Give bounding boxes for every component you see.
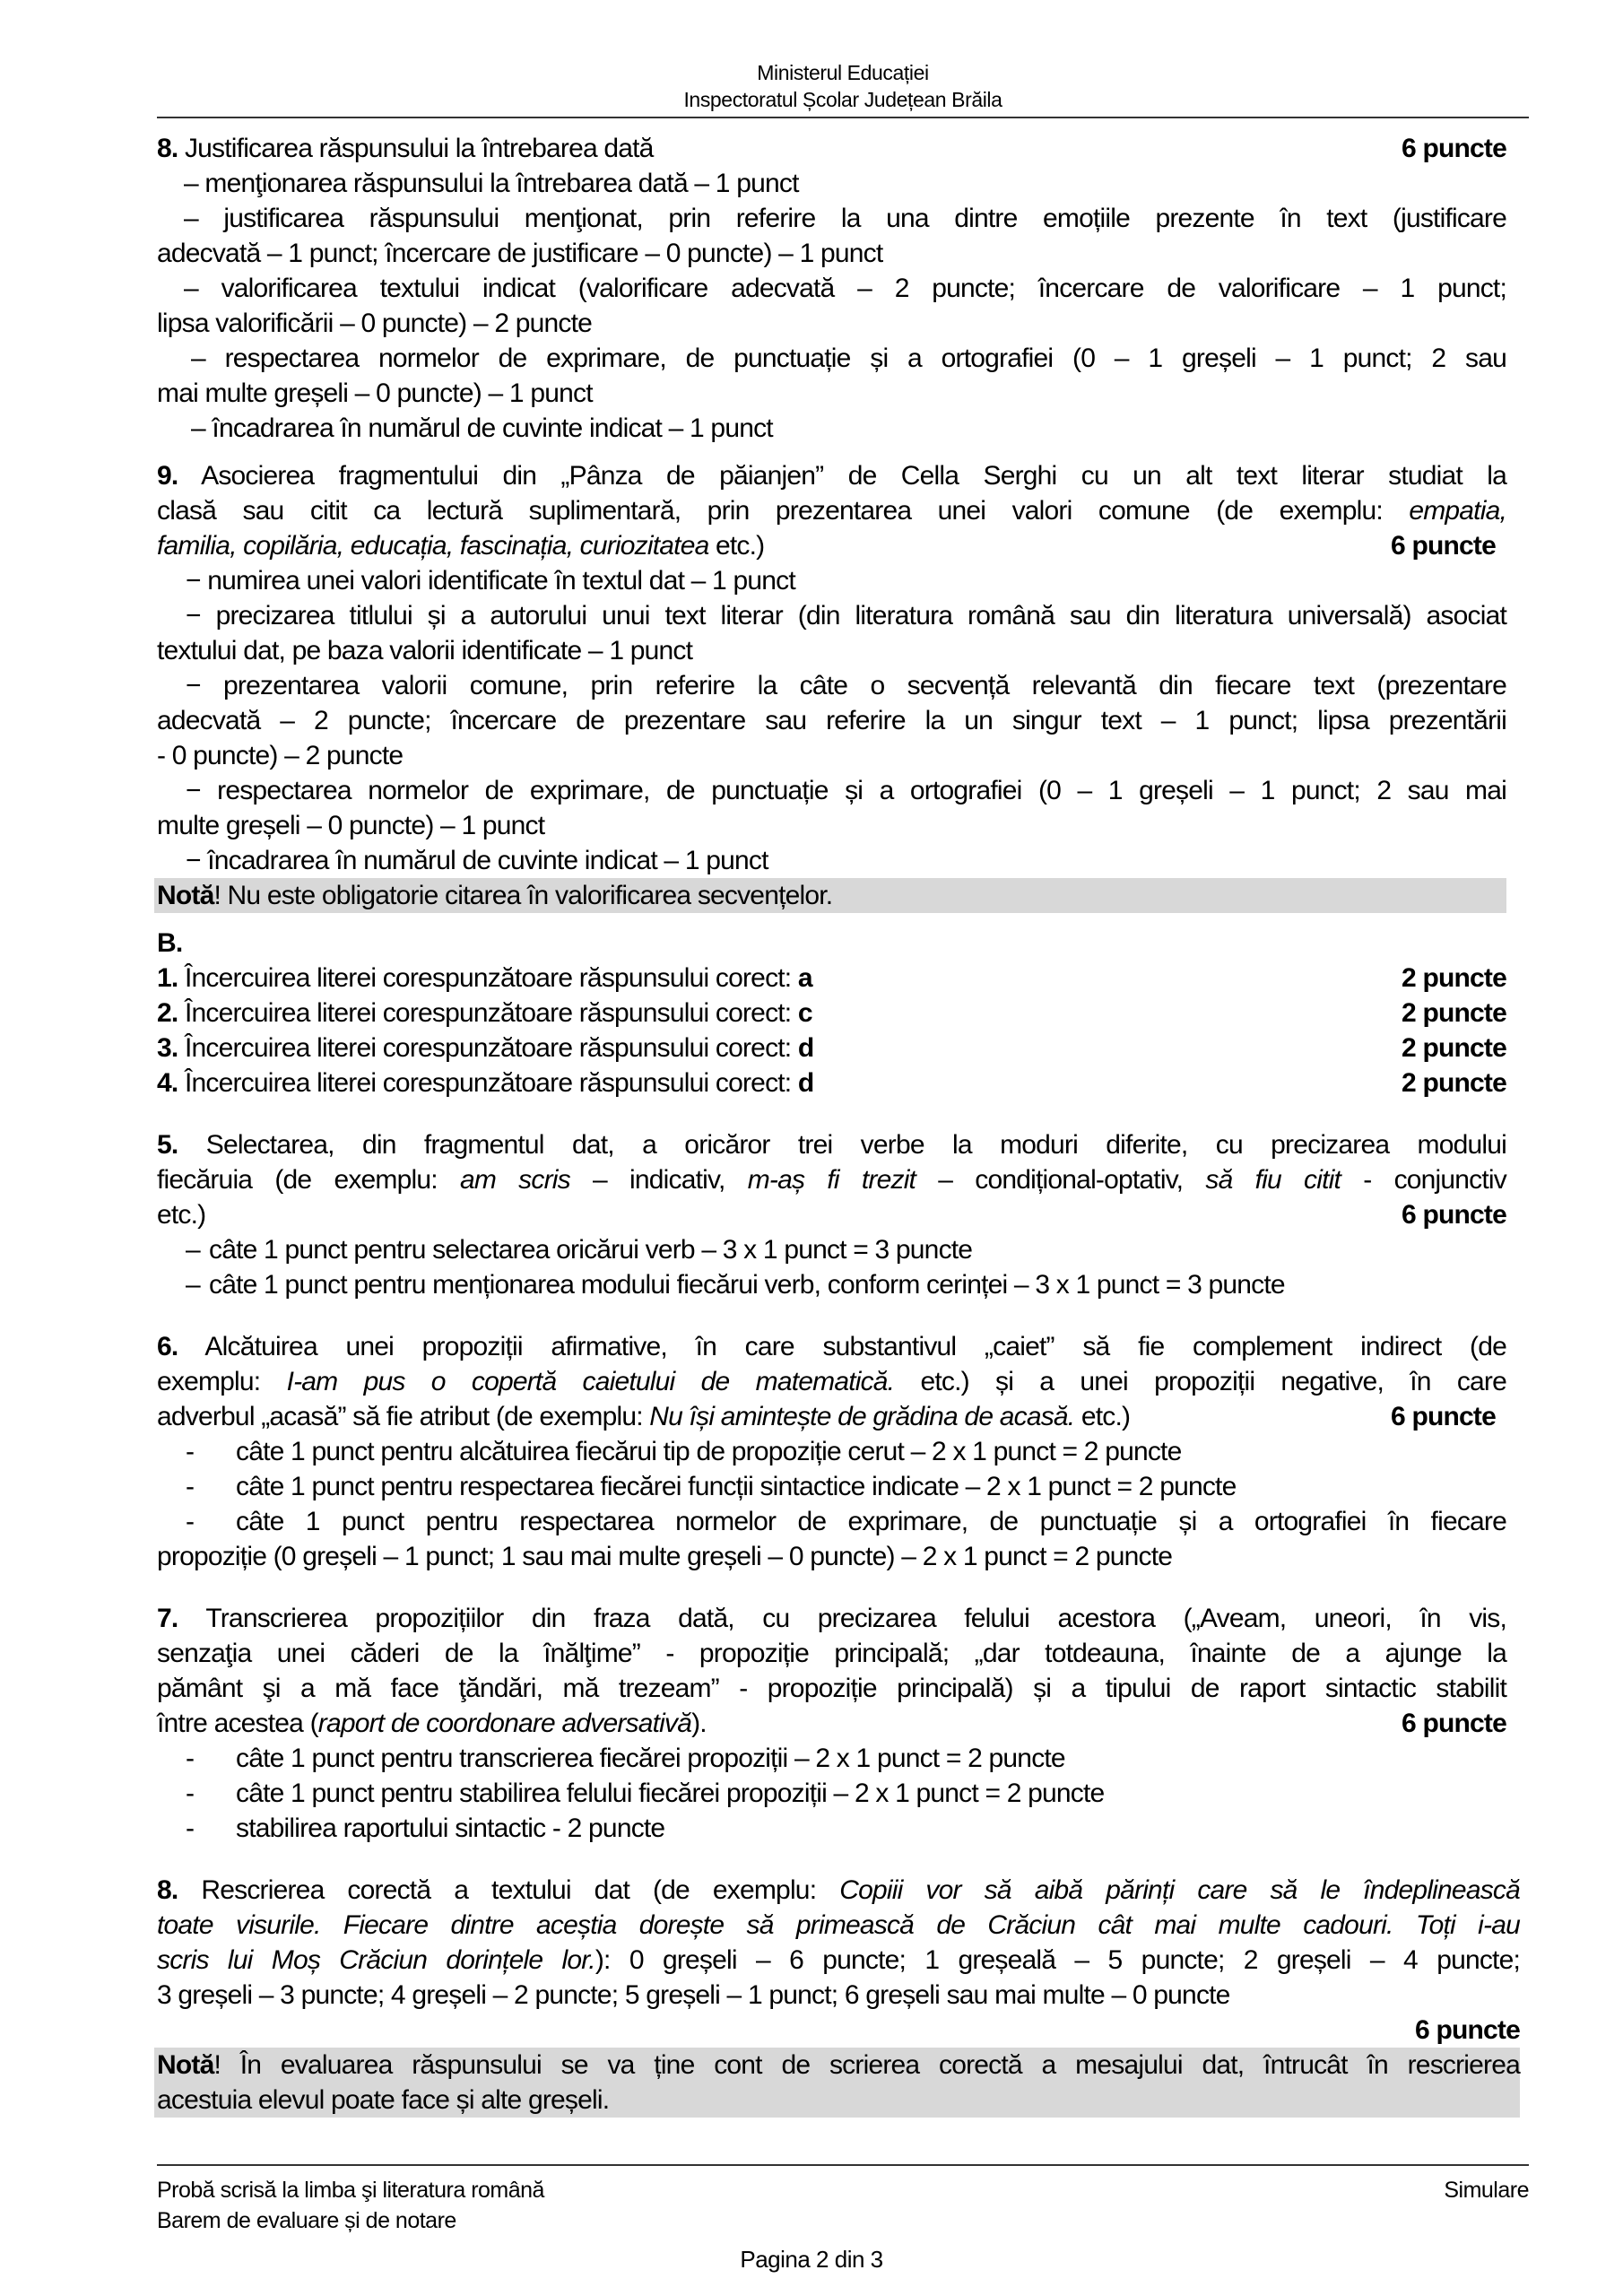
item-points: 2 puncte [1402,963,1506,993]
item-a8-title-line [157,131,1506,166]
footer-divider [157,2164,1529,2166]
dash-bullet: - [186,1744,195,1773]
item-text: – condițional-optativ, [916,1165,1206,1195]
item-a9-intro-line [157,528,1506,563]
criterion-text: stabilirea raportului sintactic - 2 puncte [236,1813,665,1843]
item-points: 6 puncte [1415,2015,1520,2045]
answer-relation: raport de coordonare adversativă [317,1709,692,1738]
item-text: - conjunctiv [1341,1165,1506,1195]
mcq-list [157,961,1506,1100]
item-a9-intro-line [157,493,1506,528]
criterion-continuation: mai multe greșeli – 0 puncte) – 1 punct [157,378,593,408]
item-b7-line [157,1706,1506,1741]
item-text: etc.) [1074,1402,1131,1431]
criterion: − precizarea titlului și a autorului unui text literar (din literatura română sau din literatura universală) asociat [186,601,1506,631]
item-b6-line [157,1399,1506,1434]
criterion [157,1741,1506,1776]
criterion: – justificarea răspunsului menţionat, prin referire la una dintre emoțiile prezente în text (justificare [184,204,1506,233]
example-text: scris lui Moș Crăciun dorințele lor. [157,1945,595,1975]
note-line [157,2048,1520,2083]
note-box [154,2048,1520,2118]
criterion: − încadrarea în numărul de cuvinte indicat – 1 punct [186,846,768,875]
item-b5 [157,1127,1506,1302]
footer-doc-type: Barem de evaluare și de notare [157,2208,456,2233]
note-text: ! Nu este obligatorie citarea în valorificarea secvențelor. [213,881,833,910]
criterion: − prezentarea valorii comune, prin referire la câte o secvență relevantă din fiecare text (prezentare [186,671,1506,700]
criterion [157,1267,1506,1302]
item-points: 2 puncte [1402,1033,1506,1063]
criterion-continuation: adecvată – 2 puncte; încercare de prezentare sau referire la un singur text – 1 punct; lipsa prezentării [157,706,1506,735]
criterion: − numirea unei valori identificate în textul dat – 1 punct [186,566,795,596]
item-points: 6 puncte [1402,134,1506,163]
mcq-item [157,996,1506,1031]
item-a9-intro-line [157,458,1506,493]
item-text: Alcătuirea unei propoziții afirmative, în care substantivul „caiet” să fie complement indirect (de [204,1332,1506,1361]
item-text: Asocierea fragmentului din „Pânza de păianjen” de Cella Serghi cu un alt text literar studiat la [201,461,1506,491]
item-b7-line [157,1601,1506,1636]
dash-bullet: - [186,1472,195,1501]
item-b5-line [157,1197,1506,1232]
page-number: Pagina 2 din 3 [740,2246,883,2273]
dash-bullet: - [186,1813,195,1843]
criterion [157,1811,1506,1846]
item-a9 [157,458,1506,913]
criterion-continuation: textului dat, pe baza valorii identificate – 1 punct [157,636,693,665]
item-text: fiecăruia (de exemplu: [157,1165,460,1195]
item-text: clasă sau citit ca lectură suplimentară, prin prezentarea unei valori comune (de exemplu: [157,496,1410,526]
dash-bullet: - [186,1437,195,1466]
note-text: ! În evaluarea răspunsului se va ține cont de scrierea corectă a mesajului dat, întrucât în rescrierea [213,2050,1520,2080]
criterion [157,1469,1506,1504]
scoring-scale: ): 0 greșeli – 6 puncte; 1 greșeală – 5 puncte; 2 greșeli – 4 puncte; [595,1945,1520,1975]
header-inspectorate: Inspectoratul Școlar Județean Brăila [683,88,1002,111]
item-b8-points-line [157,2013,1520,2048]
example-verb: m-aș fi trezit [747,1165,916,1195]
criterion-continuation: - 0 puncte) – 2 puncte [157,741,404,770]
criterion [157,1504,1506,1539]
item-number: 6. [157,1332,178,1361]
item-text: Rescrierea corectă a textului dat (de exemplu: [201,1875,840,1905]
correct-answer: d [797,1033,814,1063]
criterion-text: câte 1 punct pentru transcrierea fiecărei propoziții – 2 x 1 punct = 2 puncte [236,1744,1065,1773]
correct-answer: c [797,998,812,1028]
criterion [157,1434,1506,1469]
example-sentence: Nu își amintește de grădina de acasă. [649,1402,1075,1431]
example-text: toate visurile. Fiecare dintre aceștia dorește să primească de Crăciun cât mai multe cadouri. Toți i-au [157,1910,1520,1940]
dash-bullet: – [186,1235,200,1265]
item-text: adverbul „acasă” să fie atribut (de exemplu: [157,1402,650,1431]
item-b8 [157,1873,1520,2118]
mcq-item [157,1031,1506,1065]
criterion-continuation: propoziție (0 greșeli – 1 punct; 1 sau mai multe greșeli – 0 puncte) – 2 x 1 punct = 2 puncte [157,1542,1173,1571]
item-b7 [157,1601,1506,1846]
item-b5-examples [157,1162,1506,1197]
example-text: Copiii vor să aibă părinți care să le îndeplinească [839,1875,1520,1905]
note-box [154,878,1506,913]
item-number: 3. [157,1033,178,1063]
dash-bullet: - [186,1779,195,1808]
criterion [157,1776,1506,1811]
correct-answer: d [797,1068,814,1098]
item-points: 2 puncte [1402,1068,1506,1098]
item-points: 6 puncte [1402,1709,1506,1738]
example-values: familia, copilăria, educația, fascinația, curiozitatea [157,531,709,561]
item-b8-line [157,1873,1520,1908]
example-verb: am scris [459,1165,570,1195]
item-text: etc.) și a unei propoziții negative, în care [894,1367,1506,1396]
criterion-text: câte 1 punct pentru respectarea normelor de exprimare, de punctuație și a ortografiei în fiecare [236,1507,1506,1536]
item-a8 [157,131,1506,446]
footer-exam-session: Simulare [1444,2178,1529,2203]
item-text: Încercuirea literei corespunzătoare răspunsului corect: [184,1068,798,1098]
mcq-item [157,961,1506,996]
criterion-text: câte 1 punct pentru stabilirea felului fiecărei propoziții – 2 x 1 punct = 2 puncte [236,1779,1105,1808]
item-text: Încercuirea literei corespunzătoare răspunsului corect: [184,963,798,993]
note-text: acestuia elevul poate face și alte greșeli. [157,2085,610,2115]
item-b8-line [157,1943,1520,1978]
item-text: între acestea ( [157,1709,318,1738]
criterion-text: câte 1 punct pentru alcătuirea fiecărui tip de propoziție cerut – 2 x 1 punct = 2 puncte [236,1437,1182,1466]
criterion-text: câte 1 punct pentru respectarea fiecărei funcții sintactice indicate – 2 x 1 punct = 2 puncte [236,1472,1237,1501]
scoring-scale: 3 greșeli – 3 puncte; 4 greșeli – 2 puncte; 5 greșeli – 1 punct; 6 greșeli sau mai multe – 0 puncte [157,1980,1230,2010]
item-text: Selectarea, din fragmentul dat, a oricăror trei verbe la moduri diferite, cu precizarea modului [205,1130,1506,1160]
note-label: Notă [157,2050,214,2080]
item-text: etc.) [157,1200,206,1230]
dash-bullet: – [186,1270,200,1300]
criterion-text: câte 1 punct pentru menționarea modului fiecărui verb, conform cerinței – 3 x 1 punct = 3 puncte [209,1270,1285,1300]
item-number: 7. [157,1604,178,1633]
item-text: etc.) [708,531,765,561]
item-text: Transcrierea propozițiilor din fraza dată, cu precizarea felului acestora („Aveam, uneori, în vis, [205,1604,1506,1633]
mcq-item [157,1065,1506,1100]
item-points: 6 puncte [1402,1200,1506,1230]
item-number: 8. [157,134,178,163]
item-b6-line [157,1329,1506,1364]
item-text: ). [691,1709,707,1738]
page-footer [157,2175,1529,2236]
item-number: 1. [157,963,178,993]
criterion-continuation: adecvată – 1 punct; încercare de justificare – 0 puncte) – 1 punct [157,239,883,268]
item-text: Încercuirea literei corespunzătoare răspunsului corect: [184,1033,798,1063]
criterion: – respectarea normelor de exprimare, de punctuație și a ortografiei (0 – 1 greșeli – 1 punct; 2 sau [191,344,1506,373]
item-points: 6 puncte [1391,531,1496,561]
criterion: – încadrarea în numărul de cuvinte indicat – 1 punct [191,413,773,443]
item-text: exemplu: [157,1367,287,1396]
footer-exam-title: Probă scrisă la limba şi literatura română [157,2178,544,2203]
criterion: − respectarea normelor de exprimare, de punctuație și a ortografiei (0 – 1 greșeli – 1 punct; 2 sau mai [186,776,1506,805]
item-points: 2 puncte [1402,998,1506,1028]
section-b-label: B. [157,928,183,958]
item-number: 2. [157,998,178,1028]
criterion: – menţionarea răspunsului la întrebarea dată – 1 punct [184,169,799,198]
example-sentence: I-am pus o copertă caietului de matematică. [286,1367,895,1396]
example-verb: să fiu citit [1205,1165,1341,1195]
criterion-continuation: lipsa valorificării – 0 puncte) – 2 puncte [157,309,593,338]
item-points: 6 puncte [1391,1402,1496,1431]
document-body [157,131,1520,2118]
item-number: 4. [157,1068,178,1098]
criterion [157,1232,1506,1267]
example-values: empatia, [1409,496,1506,526]
item-text: Încercuirea literei corespunzătoare răspunsului corect: [184,998,798,1028]
item-b6-line [157,1364,1506,1399]
item-number: 9. [157,461,178,491]
criterion-continuation: multe greșeli – 0 puncte) – 1 punct [157,811,545,840]
item-number: 8. [157,1875,178,1905]
item-b7-line: senzaţia unei căderi de la înălţime” - propoziție principală; „dar totdeauna, înainte de a ajunge la [157,1639,1506,1668]
criterion: – valorificarea textului indicat (valorificare adecvată – 2 puncte; încercare de valorificare – 1 punct; [184,274,1506,303]
criterion-text: câte 1 punct pentru selectarea oricărui verb – 3 x 1 punct = 3 puncte [209,1235,973,1265]
page-header [157,59,1529,113]
item-title: Justificarea răspunsului la întrebarea dată [184,134,654,163]
note-label: Notă [157,881,214,910]
dash-bullet: - [186,1507,195,1536]
header-ministry: Ministerul Educației [757,61,929,84]
correct-answer: a [797,963,812,993]
header-divider [157,117,1529,118]
item-b5-line [157,1127,1506,1162]
item-text: – indicativ, [569,1165,748,1195]
item-number: 5. [157,1130,178,1160]
item-b6 [157,1329,1506,1574]
item-b7-line: pământ şi a mă face ţăndări, mă trezeam” - propoziție principală) și a tipului de raport sintactic stabilit [157,1674,1506,1703]
